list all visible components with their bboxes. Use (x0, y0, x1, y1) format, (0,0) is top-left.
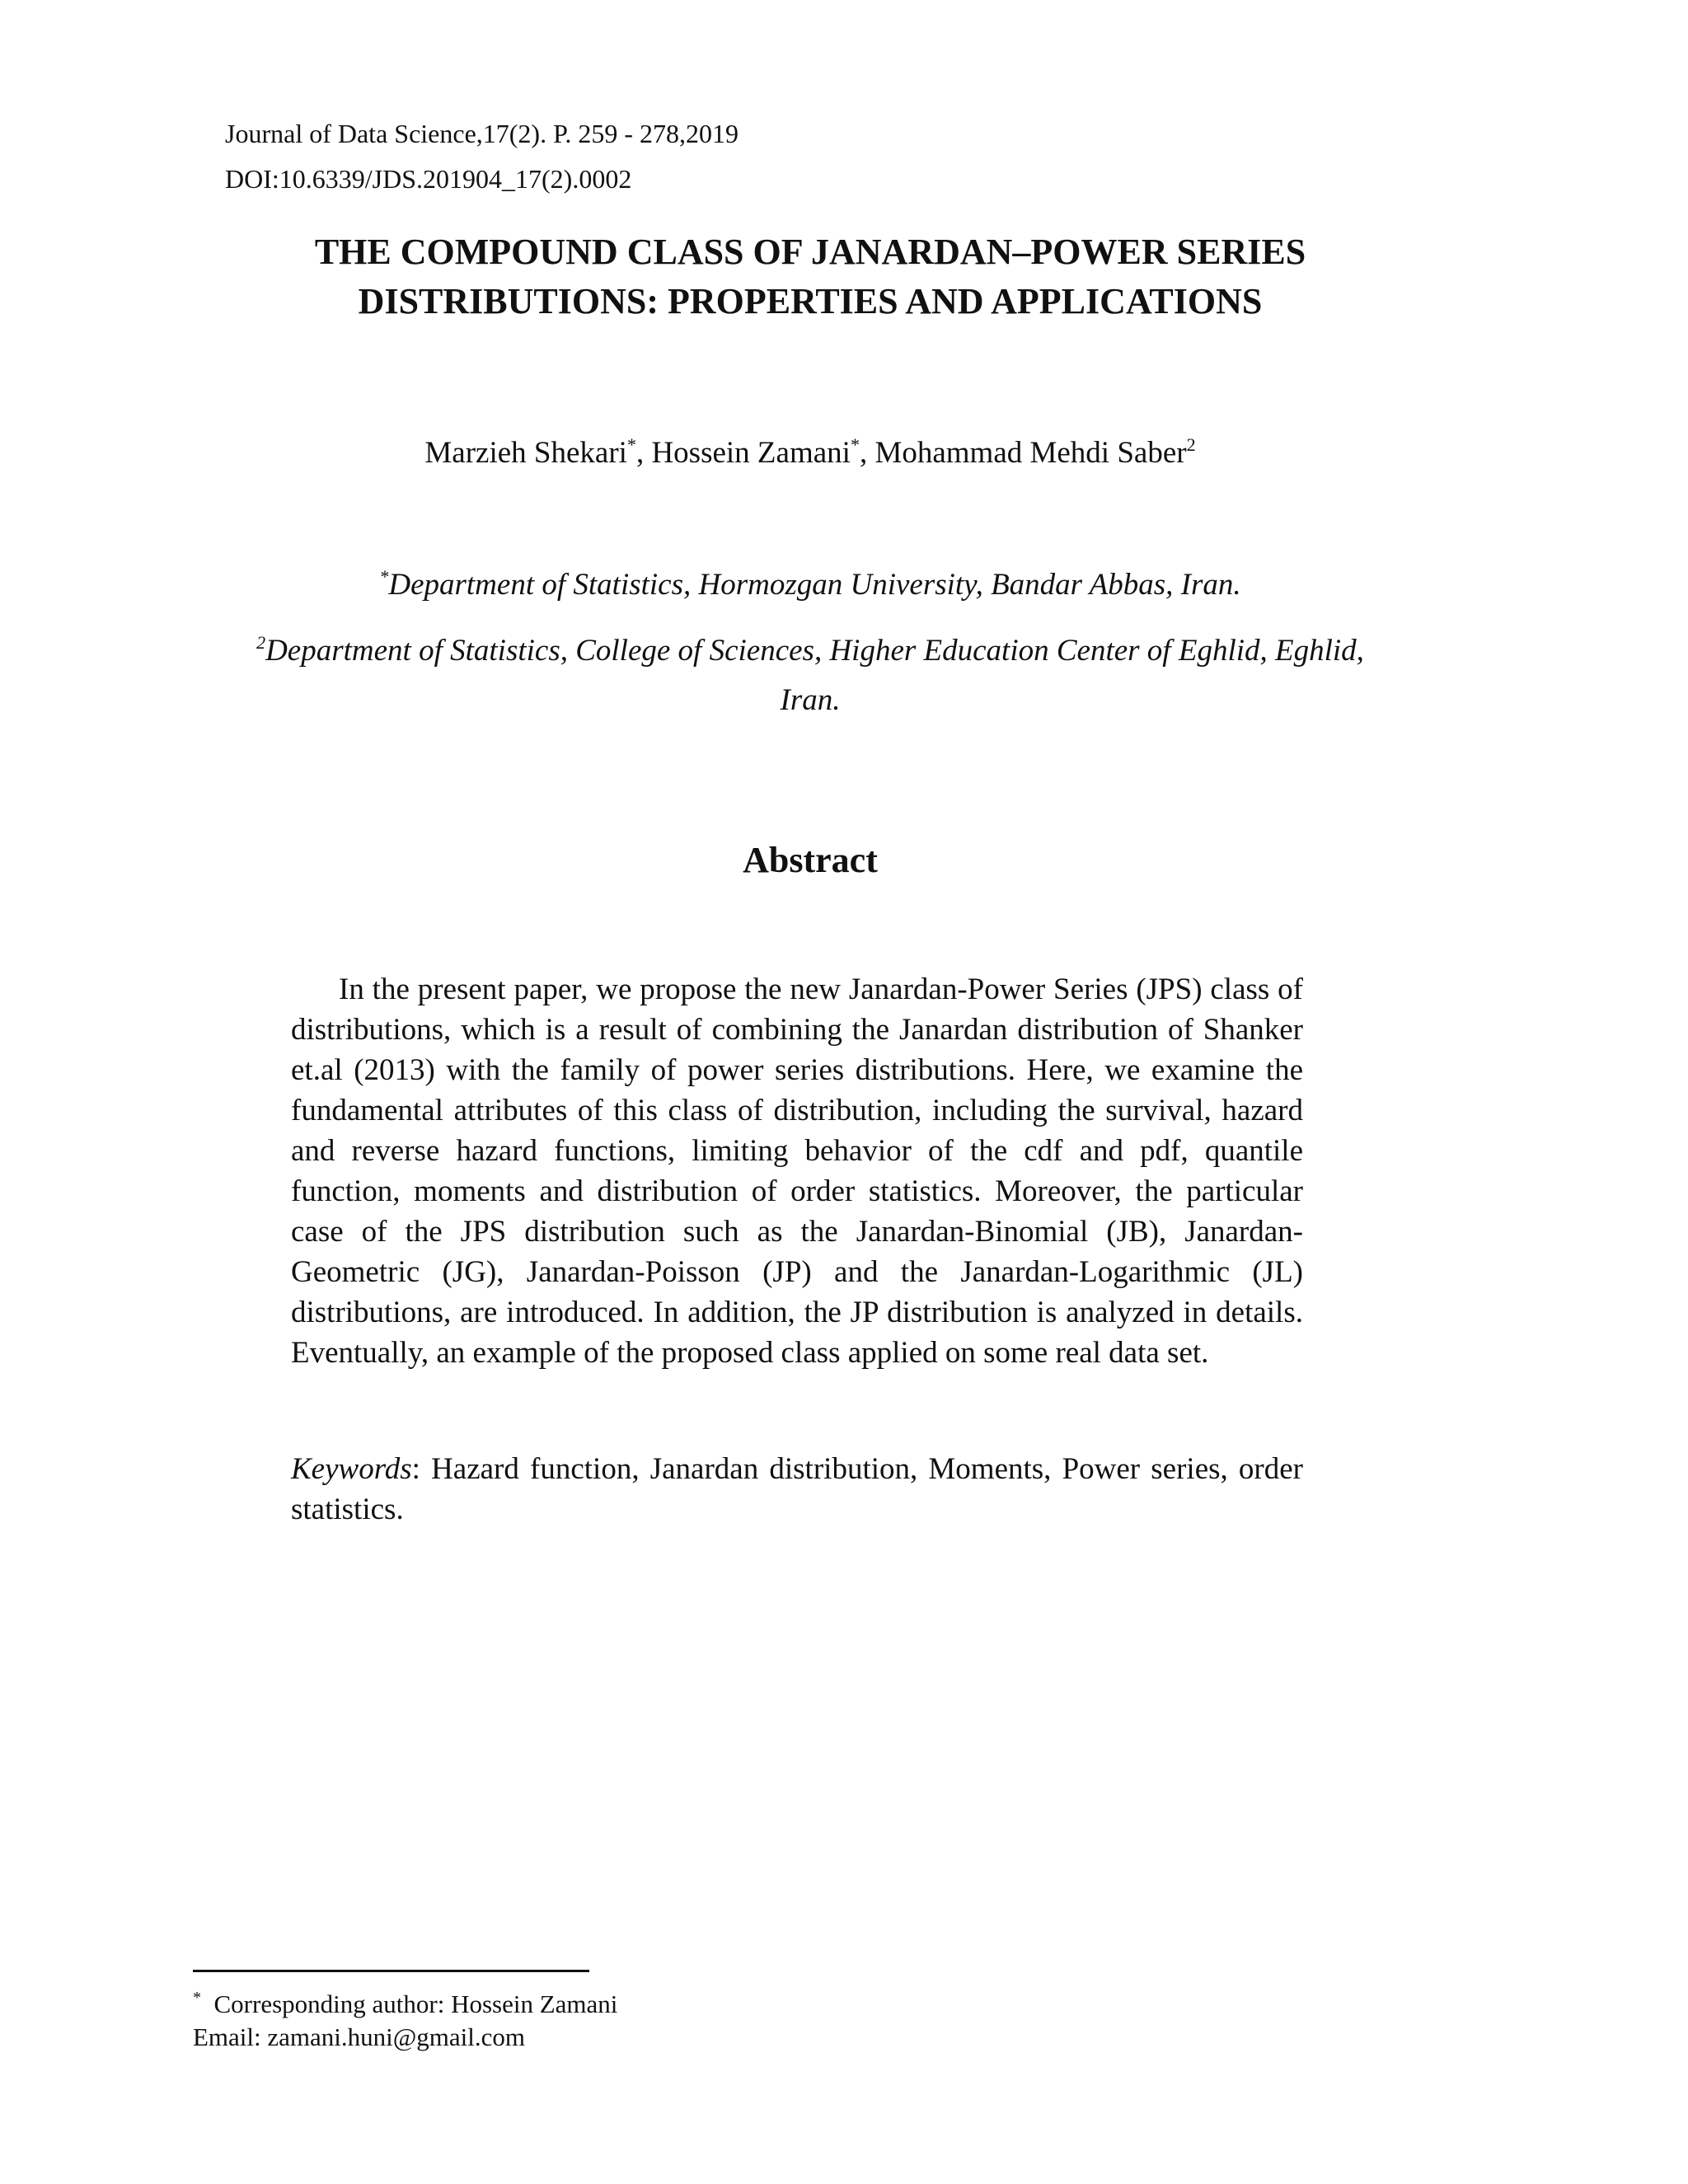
affiliation-text: Department of Statistics, Hormozgan University, Bandar Abbas, Iran. (388, 568, 1241, 602)
affiliation (0, 565, 1620, 605)
author-mark: 2 (1186, 434, 1196, 455)
keywords-text: : Hazard function, Janardan distribution, Moments, Power series, order statistics. (291, 1452, 1303, 1526)
paper-title (0, 227, 1620, 326)
author-separator: , (859, 436, 875, 470)
author-name: Mohammad Mehdi Saber (874, 436, 1187, 470)
affiliation-text: Department of Statistics, College of Sciences, Higher Education Center of Eghlid, Eghlid, (265, 634, 1364, 668)
footnote-email: Email: zamani.huni@gmail.com (193, 2022, 526, 2051)
affiliation-mark: 2 (256, 632, 266, 653)
affiliation-continuation: Iran. (780, 683, 841, 717)
author-separator: , (635, 436, 652, 470)
journal-citation: Journal of Data Science,17(2). P. 259 - 278,2019 (225, 119, 738, 148)
affiliation-mark: * (379, 566, 389, 587)
author-mark: * (850, 434, 860, 455)
paper-title-line-1: THE COMPOUND CLASS OF JANARDAN–POWER SERIES (314, 232, 1306, 272)
keywords-label: Keywords (291, 1452, 412, 1486)
author-name: Marzieh Shekari (424, 436, 627, 470)
footnote-divider (193, 1970, 589, 1972)
author-name: Hossein Zamani (651, 436, 851, 470)
abstract-body: In the present paper, we propose the new Janardan-Power Series (JPS) class of distributions, which is a result of combining the Janardan distribution of Shanker et.al (2013) with the family of power series distributions. Here, we examine the fundamental attributes of this class of distribution, including the survival, hazard and reverse hazard functions, limiting behavior of the cdf and pdf, quantile function, moments and distribution of order statistics. Moreover, the particular case of the JPS distribution such as the Janardan-Binomial (JB), Janardan-Geometric (JG), Janardan-Poisson (JP) and the Janardan-Logarithmic (JL) distributions, are introduced. In addition, the JP distribution is analyzed in details. Eventually, an example of the proposed class applied on some real data set. (291, 972, 1303, 1370)
keywords (291, 1449, 1303, 1530)
paper-title-line-2: DISTRIBUTIONS: PROPERTIES AND APPLICATIONS (358, 281, 1263, 321)
author-mark: * (626, 434, 636, 455)
footnote-mark: * (193, 1989, 201, 2007)
author-list (0, 434, 1620, 473)
doi: DOI:10.6339/JDS.201904_17(2).0002 (225, 164, 632, 194)
affiliation (0, 631, 1620, 671)
footnote-corresponding (193, 1988, 617, 2021)
footnote-corresponding-text: Corresponding author: Hossein Zamani (213, 1990, 618, 2018)
abstract-heading: Abstract (743, 840, 878, 880)
